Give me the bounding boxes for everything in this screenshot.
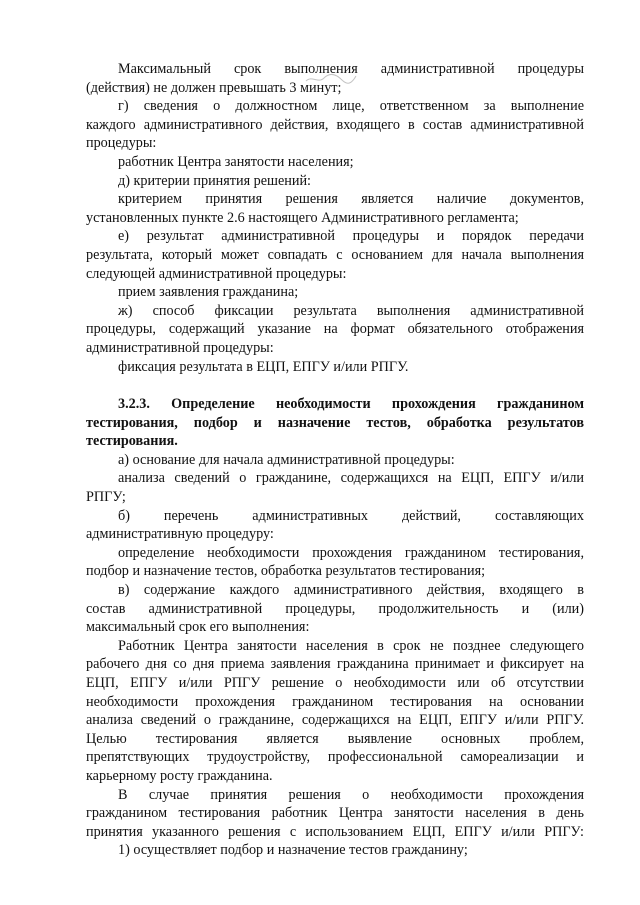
- paragraph-line: а) основание для начала административной процедуры:: [118, 451, 455, 468]
- paragraph-line: фиксация результата в ЕЦП, ЕПГУ и/или РПГУ.: [118, 358, 409, 375]
- paragraph-line: рабочего дня со дня приема заявления гражданина принимает и фиксирует на: [86, 656, 584, 673]
- paragraph-line: карьерному росту гражданина.: [86, 767, 273, 784]
- section-heading-line: тестирования, подбор и назначение тестов, обработка результатов: [86, 414, 584, 431]
- paragraph-line: следующей административной процедуры:: [86, 265, 347, 282]
- paragraph-line: В случае принятия решения о необходимости прохождения: [118, 786, 584, 803]
- section-heading-line: 3.2.3. Определение необходимости прохождения гражданином: [118, 396, 584, 413]
- paragraph-line: прием заявления гражданина;: [118, 284, 299, 301]
- paragraph-line: в) содержание каждого административного действия, входящего в: [118, 582, 584, 599]
- paragraph-line: критерием принятия решения является наличие документов,: [118, 191, 584, 208]
- paragraph-line: Целью тестирования является выявление основных проблем,: [86, 730, 584, 747]
- paragraph-line: подбор и назначение тестов, обработка результатов тестирования;: [86, 563, 486, 580]
- paragraph-line: г) сведения о должностном лице, ответственном за выполнение: [118, 98, 584, 115]
- paragraph-line: максимальный срок его выполнения:: [86, 619, 310, 636]
- paragraph-line: анализа сведений о гражданине, содержащихся на ЕЦП, ЕПГУ и/или РПГУ.: [86, 712, 584, 729]
- paragraph-line: установленных пункте 2.6 настоящего Административного регламента;: [86, 209, 519, 226]
- paragraph-line: Работник Центра занятости населения в срок не позднее следующего: [118, 637, 584, 654]
- paragraph-line: процедуры, содержащий указание на формат обязательного отображения: [86, 321, 584, 338]
- document-body: [86, 60, 584, 860]
- paragraph-line: анализа сведений о гражданине, содержащихся на ЕЦП, ЕПГУ и/или: [118, 470, 584, 487]
- paragraph-line: ж) способ фиксации результата выполнения административной: [118, 302, 584, 319]
- paragraph-line: РПГУ;: [86, 489, 126, 506]
- paragraph-line: Максимальный срок выполнения административной процедуры: [118, 61, 584, 77]
- paragraph-line: необходимости прохождения гражданином тестирования на основании: [86, 693, 584, 710]
- paragraph-line: административную процедуру:: [86, 526, 274, 543]
- paragraph-line: д) критерии принятия решений:: [118, 172, 311, 189]
- paragraph-line: процедуры:: [86, 135, 157, 152]
- paragraph-line: определение необходимости прохождения гражданином тестирования,: [118, 544, 584, 561]
- section-heading-line: тестирования.: [86, 433, 178, 450]
- paragraph-line: каждого административного действия, входящего в состав административной: [86, 116, 584, 133]
- section-gap: [86, 376, 584, 395]
- paragraph-line: препятствующих трудоустройству, профессиональной самореализации и: [86, 749, 584, 766]
- paragraph-line: (действия) не должен превышать 3 минут;: [86, 79, 342, 96]
- paragraph-line: принятия указанного решения с использованием ЕЦП, ЕПГУ и/или РПГУ:: [86, 823, 584, 840]
- paragraph-line: ЕЦП, ЕПГУ и/или РПГУ решение о необходимости или об отсутствии: [86, 675, 584, 691]
- paragraph-line: результата, который может совпадать с основанием для начала выполнения: [86, 246, 584, 263]
- paragraph-line: гражданином тестирования работник Центра занятости населения в день: [86, 805, 584, 822]
- paragraph-line: 1) осуществляет подбор и назначение тестов гражданину;: [118, 842, 468, 859]
- paragraph-line: состав административной процедуры, продолжительность и (или): [86, 600, 584, 617]
- paragraph-line: работник Центра занятости населения;: [118, 153, 354, 170]
- paragraph-line: е) результат административной процедуры и порядок передачи: [118, 228, 584, 245]
- paragraph-line: б) перечень административных действий, составляющих: [118, 507, 584, 524]
- paragraph-line: административной процедуры:: [86, 339, 274, 356]
